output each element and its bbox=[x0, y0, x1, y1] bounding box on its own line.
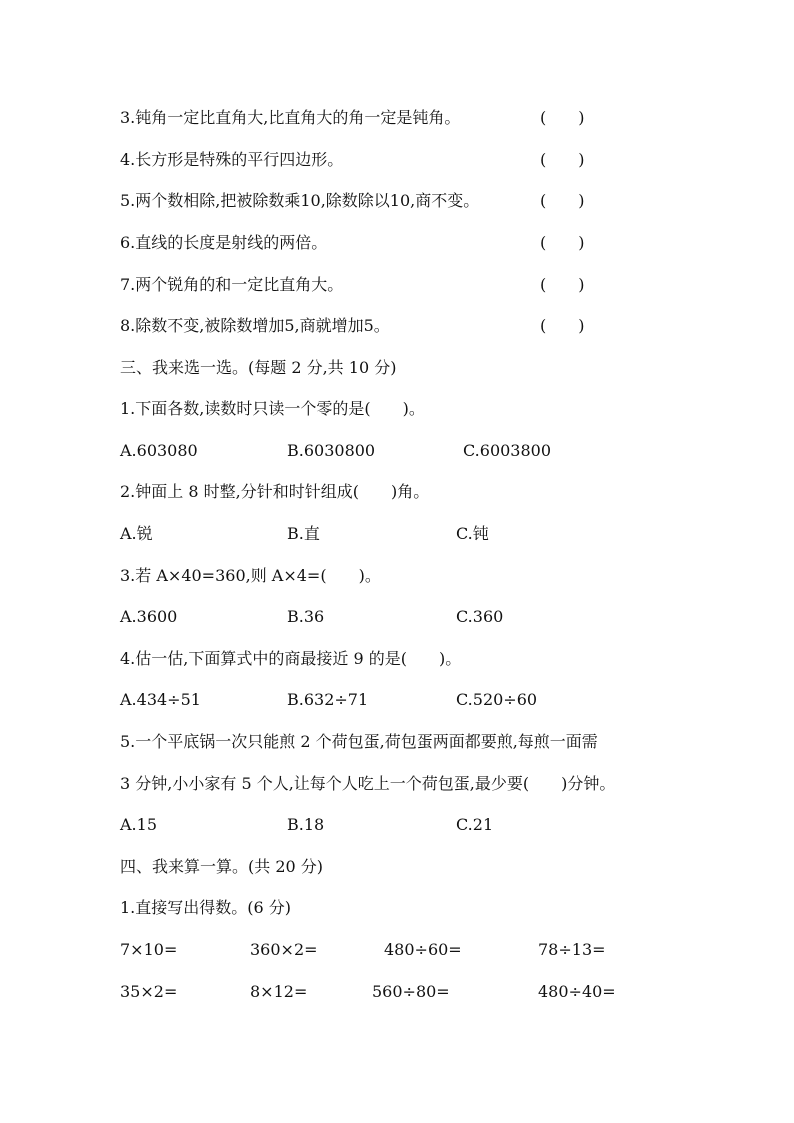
answer-paren-3[interactable]: ( ) bbox=[540, 108, 585, 127]
judge-item-4: 4.长方形是特殊的平行四边形。 bbox=[120, 150, 344, 169]
option-4c[interactable]: C.520÷60 bbox=[456, 690, 538, 709]
choice-question-5-line-1: 5.一个平底锅一次只能煎 2 个荷包蛋,荷包蛋两面都要煎,每煎一面需 bbox=[120, 732, 598, 751]
calc-item: 78÷13= bbox=[538, 940, 606, 959]
choice-question-4: 4.估一估,下面算式中的商最接近 9 的是( )。 bbox=[120, 649, 462, 668]
option-1c[interactable]: C.6003800 bbox=[463, 441, 552, 460]
option-1a[interactable]: A.603080 bbox=[120, 441, 198, 460]
calc-item: 8×12= bbox=[250, 982, 308, 1001]
judge-item-8: 8.除数不变,被除数增加5,商就增加5。 bbox=[120, 316, 390, 335]
section-4-title: 四、我来算一算。(共 20 分) bbox=[120, 857, 324, 876]
option-5a[interactable]: A.15 bbox=[120, 815, 157, 834]
answer-paren-8[interactable]: ( ) bbox=[540, 316, 585, 335]
calc-item: 480÷60= bbox=[384, 940, 462, 959]
option-2b[interactable]: B.直 bbox=[287, 524, 320, 543]
answer-paren-6[interactable]: ( ) bbox=[540, 233, 585, 252]
option-3c[interactable]: C.360 bbox=[456, 607, 504, 626]
calc-item: 480÷40= bbox=[538, 982, 616, 1001]
answer-paren-5[interactable]: ( ) bbox=[540, 191, 585, 210]
judge-item-7: 7.两个锐角的和一定比直角大。 bbox=[120, 275, 344, 294]
option-3b[interactable]: B.36 bbox=[287, 607, 325, 626]
calc-item: 35×2= bbox=[120, 982, 178, 1001]
option-4b[interactable]: B.632÷71 bbox=[287, 690, 369, 709]
option-2c[interactable]: C.钝 bbox=[456, 524, 489, 543]
option-5b[interactable]: B.18 bbox=[287, 815, 325, 834]
option-5c[interactable]: C.21 bbox=[456, 815, 494, 834]
sub-question-1: 1.直接写出得数。(6 分) bbox=[120, 898, 292, 917]
answer-paren-4[interactable]: ( ) bbox=[540, 150, 585, 169]
judge-item-5: 5.两个数相除,把被除数乘10,除数除以10,商不变。 bbox=[120, 191, 480, 210]
choice-question-2: 2.钟面上 8 时整,分针和时针组成( )角。 bbox=[120, 482, 430, 501]
calc-item: 360×2= bbox=[250, 940, 318, 959]
option-2a[interactable]: A.锐 bbox=[120, 524, 153, 543]
calc-item: 560÷80= bbox=[372, 982, 450, 1001]
choice-question-1: 1.下面各数,读数时只读一个零的是( )。 bbox=[120, 399, 425, 418]
judge-item-6: 6.直线的长度是射线的两倍。 bbox=[120, 233, 328, 252]
answer-paren-7[interactable]: ( ) bbox=[540, 275, 585, 294]
choice-question-5-line-2: 3 分钟,小小家有 5 个人,让每个人吃上一个荷包蛋,最少要( )分钟。 bbox=[120, 774, 616, 793]
choice-question-3: 3.若 A×40=360,则 A×4=( )。 bbox=[120, 566, 381, 585]
option-3a[interactable]: A.3600 bbox=[120, 607, 178, 626]
option-4a[interactable]: A.434÷51 bbox=[120, 690, 201, 709]
calc-item: 7×10= bbox=[120, 940, 178, 959]
section-3-title: 三、我来选一选。(每题 2 分,共 10 分) bbox=[120, 358, 397, 377]
judge-item-3: 3.钝角一定比直角大,比直角大的角一定是钝角。 bbox=[120, 108, 461, 127]
option-1b[interactable]: B.6030800 bbox=[287, 441, 376, 460]
